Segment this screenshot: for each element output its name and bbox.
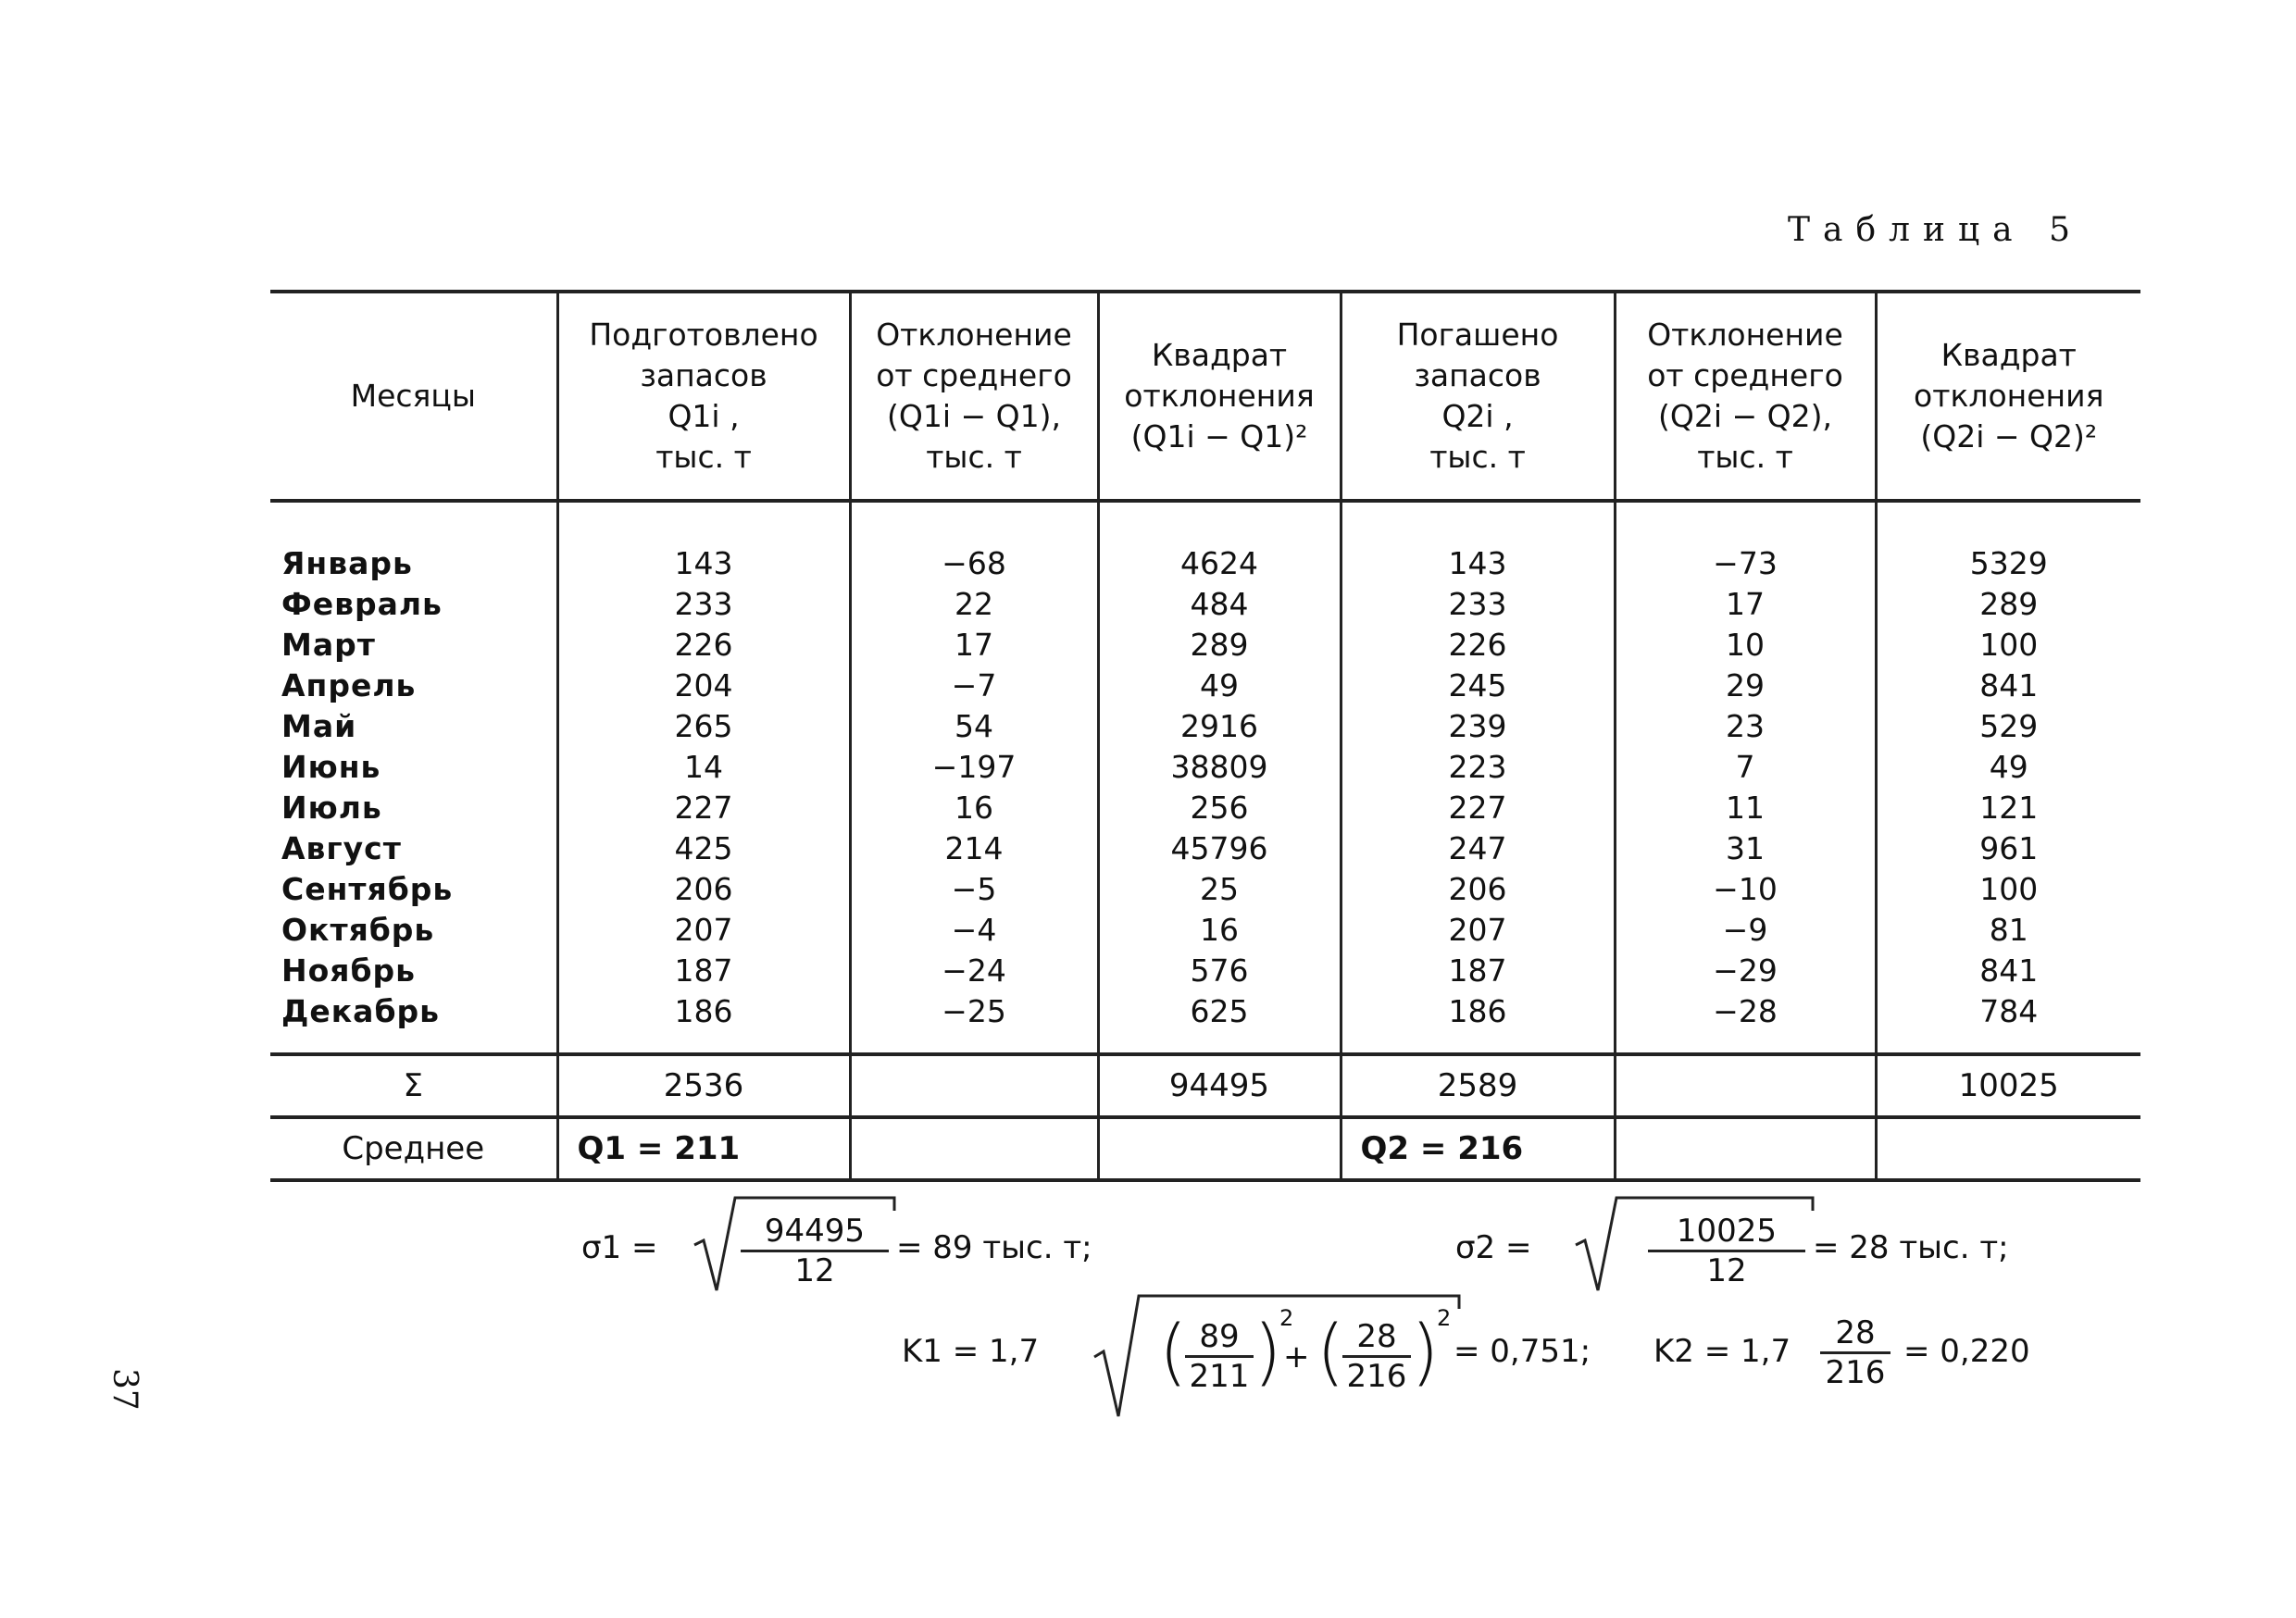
total-cell: 2589: [1341, 1054, 1615, 1117]
mean-q2: Q2 = 216: [1341, 1117, 1615, 1180]
value-cell: 45796: [1098, 828, 1341, 869]
value-cell: 227: [557, 788, 850, 828]
column-header: [1098, 292, 1341, 501]
value-cell: −28: [1615, 991, 1876, 1032]
month-cell: Январь: [270, 543, 557, 584]
value-cell: 25: [1098, 869, 1341, 910]
value-cell: 207: [1341, 910, 1615, 951]
table-caption: Таблица 5: [1788, 211, 2083, 249]
month-cell: Май: [270, 706, 557, 747]
table-row: [270, 991, 2140, 1032]
value-cell: 49: [1098, 666, 1341, 706]
value-cell: 143: [1341, 543, 1615, 584]
sigma1-numerator: 94495: [741, 1213, 889, 1252]
value-cell: 54: [850, 706, 1098, 747]
column-header-line: Q1i ,: [668, 398, 740, 434]
value-cell: 226: [557, 625, 850, 666]
column-header-line: Отклонение: [1647, 317, 1843, 353]
value-cell: 187: [557, 951, 850, 991]
column-header-line: Квадрат: [1940, 337, 2077, 373]
table-row: [270, 706, 2140, 747]
value-cell: 233: [557, 584, 850, 625]
column-header-line: тыс. т: [1429, 439, 1526, 475]
value-cell: 226: [1341, 625, 1615, 666]
value-cell: 841: [1876, 666, 2140, 706]
value-cell: 38809: [1098, 747, 1341, 788]
total-cell: [1615, 1054, 1876, 1117]
column-header-line: (Q2i − Q2),: [1658, 398, 1832, 434]
column-header: [1615, 292, 1876, 501]
month-cell: Август: [270, 828, 557, 869]
column-header-line: Подготовлено: [589, 317, 818, 353]
column-header-line: отклонения: [1124, 378, 1315, 414]
column-header-line: от среднего: [1647, 357, 1843, 393]
value-cell: −5: [850, 869, 1098, 910]
value-cell: 207: [557, 910, 850, 951]
column-header-line: Отклонение: [876, 317, 1072, 353]
sigma1-rhs: = 89 тыс. т;: [896, 1229, 1092, 1266]
value-cell: 529: [1876, 706, 2140, 747]
value-cell: 187: [1341, 951, 1615, 991]
value-cell: 204: [557, 666, 850, 706]
column-header: [557, 292, 850, 501]
value-cell: 16: [850, 788, 1098, 828]
column-header-line: Месяцы: [350, 378, 476, 414]
value-cell: 16: [1098, 910, 1341, 951]
sigma1-fraction: [741, 1213, 889, 1289]
table-row: [270, 584, 2140, 625]
value-cell: −29: [1615, 951, 1876, 991]
month-cell: Март: [270, 625, 557, 666]
column-header: [1876, 292, 2140, 501]
k1-paren-close-icon: ): [1254, 1311, 1282, 1394]
value-cell: 4624: [1098, 543, 1341, 584]
month-cell: Сентябрь: [270, 869, 557, 910]
total-cell: 94495: [1098, 1054, 1341, 1117]
k1-fraction-a: [1185, 1318, 1254, 1395]
k2-rhs: = 0,220: [1903, 1333, 2030, 1370]
column-header-line: (Q2i − Q2)²: [1920, 418, 2098, 454]
value-cell: 484: [1098, 584, 1341, 625]
column-header: [1341, 292, 1615, 501]
column-header: [850, 292, 1098, 501]
column-header-line: от среднего: [876, 357, 1072, 393]
value-cell: 961: [1876, 828, 2140, 869]
k1-rhs: = 0,751;: [1454, 1333, 1591, 1370]
page-number: 37: [106, 1368, 144, 1411]
value-cell: 100: [1876, 869, 2140, 910]
total-cell: 2536: [557, 1054, 850, 1117]
k1-lhs: K1 = 1,7: [902, 1333, 1040, 1370]
table-row: [270, 869, 2140, 910]
k2-fraction: [1820, 1314, 1890, 1391]
value-cell: −4: [850, 910, 1098, 951]
value-cell: 206: [557, 869, 850, 910]
value-cell: −73: [1615, 543, 1876, 584]
k1-radical-icon: [1092, 1292, 1463, 1422]
value-cell: −9: [1615, 910, 1876, 951]
value-cell: 425: [557, 828, 850, 869]
k1-a-denominator: 211: [1189, 1358, 1250, 1395]
table-row: [270, 828, 2140, 869]
value-cell: −24: [850, 951, 1098, 991]
column-header-line: (Q1i − Q1)²: [1130, 418, 1308, 454]
month-cell: Декабрь: [270, 991, 557, 1032]
table-row: [270, 625, 2140, 666]
value-cell: 29: [1615, 666, 1876, 706]
value-cell: 100: [1876, 625, 2140, 666]
value-cell: −10: [1615, 869, 1876, 910]
sigma1-radical-icon: [693, 1194, 898, 1296]
value-cell: 7: [1615, 747, 1876, 788]
k1-plus: +: [1283, 1338, 1310, 1375]
mean-row: [270, 1117, 2140, 1180]
value-cell: 31: [1615, 828, 1876, 869]
sigma2-radical-icon: [1574, 1194, 1816, 1296]
total-row: [270, 1054, 2140, 1117]
value-cell: 239: [1341, 706, 1615, 747]
value-cell: 289: [1876, 584, 2140, 625]
sigma2-numerator: 10025: [1648, 1213, 1805, 1252]
k1-b-denominator: 216: [1346, 1358, 1407, 1395]
k1-paren-close-icon: ): [1411, 1311, 1440, 1394]
k1-paren-open-icon: (: [1159, 1311, 1188, 1394]
sigma2-fraction: [1648, 1213, 1805, 1289]
k1-a-numerator: 89: [1185, 1318, 1254, 1358]
sigma1-denominator: 12: [794, 1252, 835, 1289]
value-cell: 289: [1098, 625, 1341, 666]
mean-label: Среднее: [270, 1117, 557, 1180]
value-cell: 214: [850, 828, 1098, 869]
sigma2-rhs: = 28 тыс. т;: [1813, 1229, 2009, 1266]
value-cell: 784: [1876, 991, 2140, 1032]
value-cell: 22: [850, 584, 1098, 625]
value-cell: 2916: [1098, 706, 1341, 747]
value-cell: 227: [1341, 788, 1615, 828]
value-cell: 81: [1876, 910, 2140, 951]
value-cell: 11: [1615, 788, 1876, 828]
value-cell: 247: [1341, 828, 1615, 869]
month-cell: Июль: [270, 788, 557, 828]
value-cell: 245: [1341, 666, 1615, 706]
sigma1-lhs: σ1 =: [581, 1229, 658, 1266]
value-cell: 625: [1098, 991, 1341, 1032]
value-cell: 143: [557, 543, 850, 584]
month-cell: Апрель: [270, 666, 557, 706]
column-header-line: отклонения: [1914, 378, 2104, 414]
column-header-line: запасов: [640, 357, 767, 393]
header-row: [270, 292, 2140, 501]
month-cell: Ноябрь: [270, 951, 557, 991]
sigma2-denominator: 12: [1706, 1252, 1747, 1289]
k2-denominator: 216: [1825, 1354, 1886, 1391]
value-cell: 121: [1876, 788, 2140, 828]
k1-fraction-b: [1342, 1318, 1411, 1395]
value-cell: 841: [1876, 951, 2140, 991]
column-header-line: Погашено: [1396, 317, 1559, 353]
column-header-line: тыс. т: [655, 439, 752, 475]
value-cell: 256: [1098, 788, 1341, 828]
column-header: [270, 292, 557, 501]
value-cell: 23: [1615, 706, 1876, 747]
k1-square-a: 2: [1279, 1305, 1294, 1331]
value-cell: 576: [1098, 951, 1341, 991]
table-body: [270, 501, 2140, 1054]
value-cell: 5329: [1876, 543, 2140, 584]
total-label: Σ: [270, 1054, 557, 1117]
column-header-line: Квадрат: [1151, 337, 1288, 373]
value-cell: 233: [1341, 584, 1615, 625]
value-cell: 223: [1341, 747, 1615, 788]
column-header-line: запасов: [1414, 357, 1541, 393]
table-row: [270, 543, 2140, 584]
value-cell: 265: [557, 706, 850, 747]
value-cell: 186: [1341, 991, 1615, 1032]
k2-numerator: 28: [1820, 1314, 1890, 1354]
total-cell: 10025: [1876, 1054, 2140, 1117]
value-cell: 10: [1615, 625, 1876, 666]
table-row: [270, 951, 2140, 991]
value-cell: −197: [850, 747, 1098, 788]
mean-q1: Q1 = 211: [557, 1117, 850, 1180]
table-row: [270, 747, 2140, 788]
sigma2-lhs: σ2 =: [1455, 1229, 1532, 1266]
total-cell: [850, 1054, 1098, 1117]
value-cell: −7: [850, 666, 1098, 706]
month-cell: Февраль: [270, 584, 557, 625]
table-row: [270, 910, 2140, 951]
column-header-line: тыс. т: [1697, 439, 1793, 475]
data-table: [270, 290, 2140, 1182]
value-cell: 14: [557, 747, 850, 788]
value-cell: 17: [850, 625, 1098, 666]
value-cell: −68: [850, 543, 1098, 584]
month-cell: Июнь: [270, 747, 557, 788]
k2-lhs: K2 = 1,7: [1653, 1333, 1791, 1370]
table-row: [270, 788, 2140, 828]
column-header-line: тыс. т: [926, 439, 1022, 475]
value-cell: 49: [1876, 747, 2140, 788]
value-cell: −25: [850, 991, 1098, 1032]
value-cell: 206: [1341, 869, 1615, 910]
table-row: [270, 666, 2140, 706]
month-cell: Октябрь: [270, 910, 557, 951]
value-cell: 17: [1615, 584, 1876, 625]
k1-paren-open-icon: (: [1316, 1311, 1345, 1394]
column-header-line: (Q1i − Q1),: [887, 398, 1061, 434]
value-cell: 186: [557, 991, 850, 1032]
k1-square-b: 2: [1437, 1305, 1452, 1331]
k1-b-numerator: 28: [1342, 1318, 1411, 1358]
column-header-line: Q2i ,: [1441, 398, 1514, 434]
